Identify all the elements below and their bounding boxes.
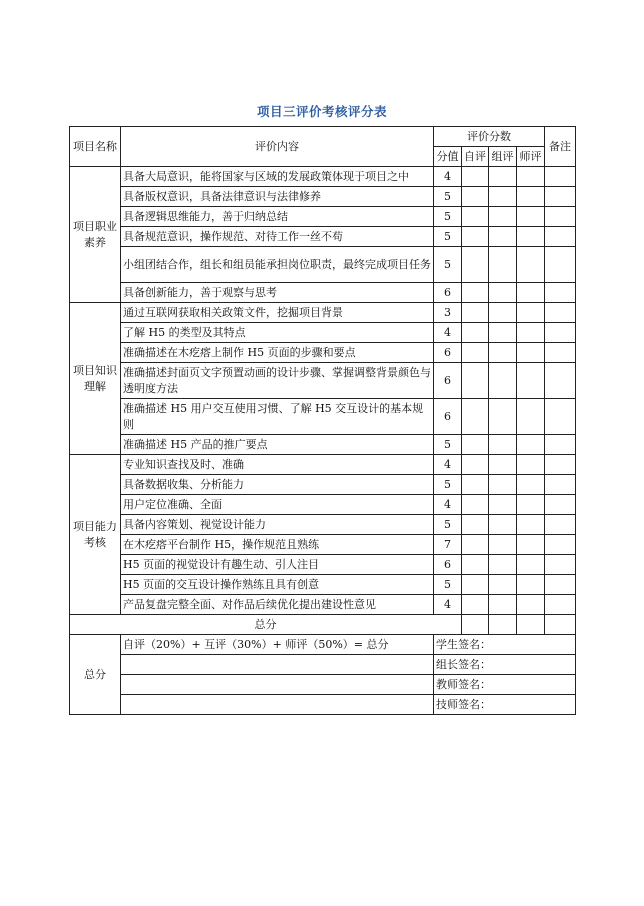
group-score-cell[interactable] xyxy=(489,495,517,515)
total-row xyxy=(70,675,576,695)
remark-cell[interactable] xyxy=(545,535,576,555)
criterion-points: 5 xyxy=(434,575,462,595)
teacher-score-cell[interactable] xyxy=(517,363,545,399)
criterion-points: 5 xyxy=(434,187,462,207)
group-score-cell[interactable] xyxy=(489,303,517,323)
header-group: 组评 xyxy=(489,147,517,167)
total-row xyxy=(70,695,576,715)
criterion-text: 产品复盘完整全面、对作品后续优化提出建设性意见 xyxy=(121,595,434,615)
remark-cell[interactable] xyxy=(545,399,576,435)
criterion-text: 具备创新能力，善于观察与思考 xyxy=(121,283,434,303)
criterion-points: 4 xyxy=(434,455,462,475)
criterion-text: 具备内容策划、视觉设计能力 xyxy=(121,515,434,535)
table-row xyxy=(70,475,576,495)
total-blank-cell[interactable] xyxy=(121,695,434,715)
header-self: 自评 xyxy=(462,147,489,167)
teacher-score-cell[interactable] xyxy=(517,575,545,595)
criterion-text: 具备版权意识，具备法律意识与法律修养 xyxy=(121,187,434,207)
group-score-cell[interactable] xyxy=(489,343,517,363)
remark-cell[interactable] xyxy=(545,555,576,575)
self-score-cell[interactable] xyxy=(462,283,489,303)
self-score-cell[interactable] xyxy=(462,167,489,187)
criterion-points: 7 xyxy=(434,535,462,555)
table-row xyxy=(70,227,576,247)
criterion-points: 6 xyxy=(434,363,462,399)
table-row xyxy=(70,495,576,515)
group-score-cell[interactable] xyxy=(489,555,517,575)
section-name: 项目能力考核 xyxy=(70,455,121,615)
remark-cell[interactable] xyxy=(545,187,576,207)
criterion-points: 4 xyxy=(434,595,462,615)
section-name: 项目知识理解 xyxy=(70,303,121,455)
header-project-name: 项目名称 xyxy=(70,127,121,167)
total-row xyxy=(70,635,576,655)
criterion-points: 6 xyxy=(434,555,462,575)
remark-cell[interactable] xyxy=(545,515,576,535)
self-score-cell[interactable] xyxy=(462,227,489,247)
self-score-cell[interactable] xyxy=(462,363,489,399)
teacher-score-cell[interactable] xyxy=(517,343,545,363)
remark-cell[interactable] xyxy=(545,343,576,363)
self-score-cell[interactable] xyxy=(462,399,489,435)
teacher-score-cell[interactable] xyxy=(517,207,545,227)
table-row xyxy=(70,515,576,535)
remark-cell[interactable] xyxy=(545,455,576,475)
header-points: 分值 xyxy=(434,147,462,167)
group-score-cell[interactable] xyxy=(489,323,517,343)
self-score-cell[interactable] xyxy=(462,475,489,495)
self-score-cell[interactable] xyxy=(462,575,489,595)
signature-field[interactable]: 教师签名： xyxy=(434,675,576,695)
remark-cell[interactable] xyxy=(545,363,576,399)
criterion-text: H5 页面的视觉设计有趣生动、引人注目 xyxy=(121,555,434,575)
criterion-points: 6 xyxy=(434,283,462,303)
self-total-cell[interactable] xyxy=(462,615,489,635)
teacher-score-cell[interactable] xyxy=(517,535,545,555)
teacher-score-cell[interactable] xyxy=(517,187,545,207)
signature-field[interactable]: 技师签名： xyxy=(434,695,576,715)
group-score-cell[interactable] xyxy=(489,283,517,303)
teacher-score-cell[interactable] xyxy=(517,303,545,323)
remark-cell[interactable] xyxy=(545,303,576,323)
group-score-cell[interactable] xyxy=(489,227,517,247)
group-score-cell[interactable] xyxy=(489,595,517,615)
teacher-score-cell[interactable] xyxy=(517,475,545,495)
criterion-text: 准确描述在木疙瘩上制作 H5 页面的步骤和要点 xyxy=(121,343,434,363)
criterion-points: 4 xyxy=(434,323,462,343)
total-formula: 自评（20%）+ 互评（30%）+ 师评（50%）= 总分 xyxy=(121,635,434,655)
header-remark: 备注 xyxy=(545,127,576,167)
group-score-cell[interactable] xyxy=(489,575,517,595)
criterion-points: 5 xyxy=(434,515,462,535)
self-score-cell[interactable] xyxy=(462,187,489,207)
criterion-points: 6 xyxy=(434,399,462,435)
criterion-points: 6 xyxy=(434,343,462,363)
criterion-points: 4 xyxy=(434,167,462,187)
section-name: 项目职业素养 xyxy=(70,167,121,303)
self-score-cell[interactable] xyxy=(462,247,489,283)
table-row xyxy=(70,303,576,323)
table-row xyxy=(70,595,576,615)
criterion-points: 4 xyxy=(434,495,462,515)
table-row xyxy=(70,323,576,343)
subtotal-row xyxy=(70,615,576,635)
teacher-score-cell[interactable] xyxy=(517,283,545,303)
teacher-score-cell[interactable] xyxy=(517,435,545,455)
remark-cell[interactable] xyxy=(545,207,576,227)
group-score-cell[interactable] xyxy=(489,535,517,555)
teacher-score-cell[interactable] xyxy=(517,515,545,535)
teacher-score-cell[interactable] xyxy=(517,227,545,247)
remark-cell[interactable] xyxy=(545,283,576,303)
criterion-text: 准确描述 H5 用户交互使用习惯、了解 H5 交互设计的基本规则 xyxy=(121,399,434,435)
page-title: 项目三评价考核评分表 xyxy=(256,104,387,119)
teacher-score-cell[interactable] xyxy=(517,455,545,475)
table-row xyxy=(70,283,576,303)
teacher-score-cell[interactable] xyxy=(517,495,545,515)
total-blank-cell[interactable] xyxy=(121,675,434,695)
remark-cell[interactable] xyxy=(545,575,576,595)
signature-field[interactable]: 组长签名： xyxy=(434,655,576,675)
signature-field[interactable]: 学生签名： xyxy=(434,635,576,655)
criterion-text: 具备规范意识，操作规范、对待工作一丝不苟 xyxy=(121,227,434,247)
group-score-cell[interactable] xyxy=(489,363,517,399)
criterion-text: 具备逻辑思维能力，善于归纳总结 xyxy=(121,207,434,227)
self-score-cell[interactable] xyxy=(462,303,489,323)
remark-cell[interactable] xyxy=(545,167,576,187)
table-row xyxy=(70,187,576,207)
teacher-score-cell[interactable] xyxy=(517,167,545,187)
remark-cell[interactable] xyxy=(545,495,576,515)
criterion-points: 3 xyxy=(434,303,462,323)
header-content: 评价内容 xyxy=(121,127,434,167)
criterion-text: 具备大局意识，能将国家与区域的发展政策体现于项目之中 xyxy=(121,167,434,187)
criterion-text: 了解 H5 的类型及其特点 xyxy=(121,323,434,343)
criterion-text: 在木疙瘩平台制作 H5，操作规范且熟练 xyxy=(121,535,434,555)
criterion-text: 通过互联网获取相关政策文件，挖掘项目背景 xyxy=(121,303,434,323)
remark-total-cell[interactable] xyxy=(545,615,576,635)
header-score-group: 评价分数 xyxy=(434,127,545,147)
teacher-score-cell[interactable] xyxy=(517,399,545,435)
self-score-cell[interactable] xyxy=(462,595,489,615)
group-score-cell[interactable] xyxy=(489,207,517,227)
criterion-text: 准确描述 H5 产品的推广要点 xyxy=(121,435,434,455)
remark-cell[interactable] xyxy=(545,475,576,495)
teacher-score-cell[interactable] xyxy=(517,595,545,615)
group-score-cell[interactable] xyxy=(489,247,517,283)
teacher-score-cell[interactable] xyxy=(517,555,545,575)
group-score-cell[interactable] xyxy=(489,187,517,207)
group-score-cell[interactable] xyxy=(489,167,517,187)
self-score-cell[interactable] xyxy=(462,343,489,363)
group-score-cell[interactable] xyxy=(489,455,517,475)
total-label: 总分 xyxy=(70,635,121,715)
remark-cell[interactable] xyxy=(545,595,576,615)
group-score-cell[interactable] xyxy=(489,515,517,535)
criterion-points: 5 xyxy=(434,227,462,247)
criterion-text: 准确描述封面页文字预置动画的设计步骤、掌握调整背景颜色与透明度方法 xyxy=(121,363,434,399)
criterion-points: 5 xyxy=(434,475,462,495)
criterion-text: 用户定位准确、全面 xyxy=(121,495,434,515)
table-row xyxy=(70,363,576,399)
table-row xyxy=(70,455,576,475)
self-score-cell[interactable] xyxy=(462,207,489,227)
total-blank-cell[interactable] xyxy=(121,655,434,675)
table-row xyxy=(70,247,576,283)
remark-cell[interactable] xyxy=(545,227,576,247)
criterion-text: 专业知识查找及时、准确 xyxy=(121,455,434,475)
self-score-cell[interactable] xyxy=(462,323,489,343)
group-score-cell[interactable] xyxy=(489,399,517,435)
self-score-cell[interactable] xyxy=(462,535,489,555)
criterion-points: 5 xyxy=(434,207,462,227)
self-score-cell[interactable] xyxy=(462,495,489,515)
total-row xyxy=(70,655,576,675)
criterion-points: 5 xyxy=(434,435,462,455)
teacher-total-cell[interactable] xyxy=(517,615,545,635)
teacher-score-cell[interactable] xyxy=(517,323,545,343)
table-row xyxy=(70,167,576,187)
group-total-cell[interactable] xyxy=(489,615,517,635)
self-score-cell[interactable] xyxy=(462,435,489,455)
criterion-text: H5 页面的交互设计操作熟练且具有创意 xyxy=(121,575,434,595)
subtotal-label: 总分 xyxy=(70,615,462,635)
table-row xyxy=(70,575,576,595)
criterion-text: 小组团结合作，组长和组员能承担岗位职责，最终完成项目任务 xyxy=(121,247,434,283)
header-teacher: 师评 xyxy=(517,147,545,167)
criterion-points: 5 xyxy=(434,247,462,283)
self-score-cell[interactable] xyxy=(462,555,489,575)
criterion-text: 具备数据收集、分析能力 xyxy=(121,475,434,495)
table-row xyxy=(70,207,576,227)
table-row xyxy=(70,399,576,435)
table-row xyxy=(70,435,576,455)
teacher-score-cell[interactable] xyxy=(517,247,545,283)
table-row xyxy=(70,555,576,575)
self-score-cell[interactable] xyxy=(462,515,489,535)
table-row xyxy=(70,343,576,363)
remark-cell[interactable] xyxy=(545,435,576,455)
evaluation-table xyxy=(69,126,576,715)
remark-cell[interactable] xyxy=(545,247,576,283)
remark-cell[interactable] xyxy=(545,323,576,343)
group-score-cell[interactable] xyxy=(489,475,517,495)
group-score-cell[interactable] xyxy=(489,435,517,455)
self-score-cell[interactable] xyxy=(462,455,489,475)
table-row xyxy=(70,535,576,555)
